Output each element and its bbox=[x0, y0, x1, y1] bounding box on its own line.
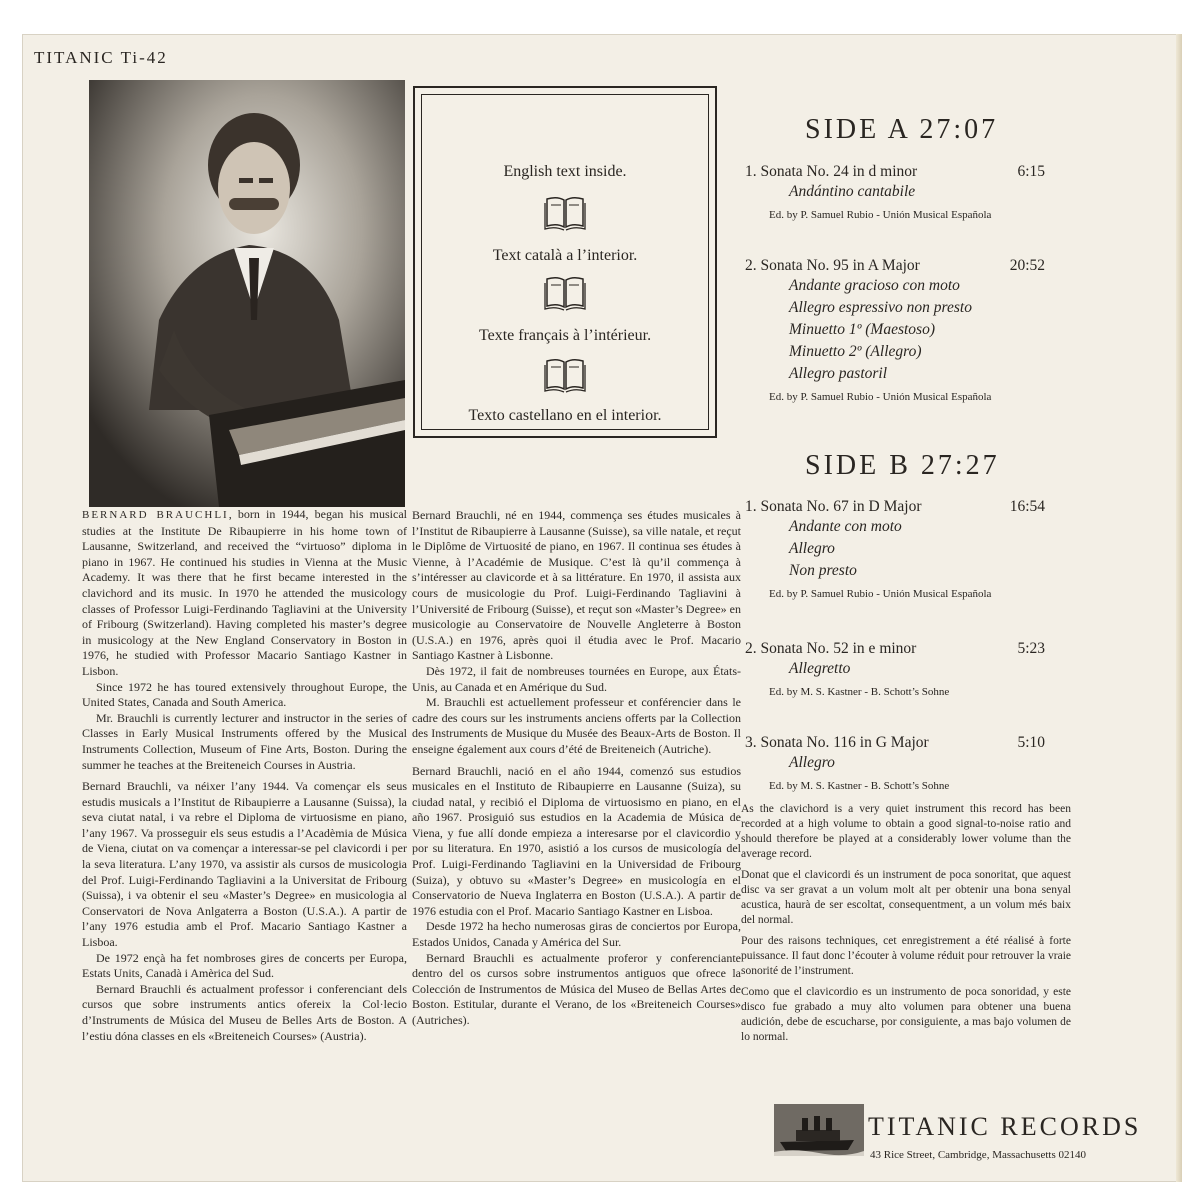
movement: Allegro espressivo non presto bbox=[789, 299, 972, 316]
track-b2-header bbox=[745, 640, 1045, 658]
track-number: 1. bbox=[745, 163, 757, 180]
bio-english-paragraph-3: Mr. Brauchli is currently lecturer and instructor in the series of Classes in Early Musical Instruments offered by the Musical Instruments Collection, Museum of Fine Arts, Boston. During the summer he teaches at the Breiteneich Courses in Austria. bbox=[82, 710, 407, 772]
bio-spanish-paragraph-2: Desde 1972 ha hecho numerosas giras de conciertos por Europa, Estados Unidos, Canada y América del Sur. bbox=[412, 919, 741, 950]
track-b3-header bbox=[745, 734, 1045, 752]
track-duration: 5:23 bbox=[1017, 640, 1045, 657]
movement: Andante con moto bbox=[789, 518, 902, 535]
side-a-heading: SIDE A 27:07 bbox=[805, 114, 999, 145]
track-duration: 6:15 bbox=[1017, 163, 1045, 180]
recording-notes bbox=[741, 802, 1071, 1051]
language-notice-box bbox=[413, 86, 717, 438]
bio-french-paragraph-2: Dès 1972, il fait de nombreuses tournées en Europe, aux États-Unis, au Canada et en Amérique du Sud. bbox=[412, 663, 741, 694]
language-english: English text inside. bbox=[503, 163, 627, 180]
side-b-heading: SIDE B 27:27 bbox=[805, 450, 1000, 481]
language-french: Texte français à l’intérieur. bbox=[478, 327, 652, 344]
track-title: Sonata No. 52 in e minor bbox=[760, 640, 917, 657]
track-title: Sonata No. 24 in d minor bbox=[760, 163, 918, 180]
open-book-icon bbox=[543, 357, 587, 393]
track-b3 bbox=[745, 734, 1045, 792]
biography-english-catalan bbox=[82, 507, 407, 1044]
recording-note-catalan: Donat que el clavicordi és un instrument de poca sonoritat, que aquest disc va ser gravat a un volum molt alt per obtenir una bona senyal acustica, haurà de ser escoltat, consequentment, a un volum més baix del normal. bbox=[741, 869, 1071, 926]
label-address: 43 Rice Street, Cambridge, Massachusetts 02140 bbox=[870, 1149, 1086, 1161]
bio-spanish bbox=[412, 764, 741, 1029]
movement: Andante gracioso con moto bbox=[789, 277, 960, 294]
bio-catalan-paragraph-1: Bernard Brauchli, va néixer l’any 1944. Va començar els seus estudis musicals a l’Institut de Ribaupierre a Lausanne (Suissa), la seva ciutat natal, i va rebre el Diploma de virtuosisme en piano, l’any 1967. Va prosseguir els seus estudis a l’Acadèmia de Música de Viena, ciutat on va començar a interessar-se pel clavicordi i per la seva literatura. L’any 1970, va assistir als cursos de musicologia del Prof. Luigi-Ferdinando Tagliavini a la Universitat de Fribourg (Suissa), i va obtenir el seu «Master’s Degree» en musicologia al Conservatori de Nova Anlgaterra a Boston (U.S.A.). A partir de l’any 1976 estudia amb el Prof. Macario Santiago Kastner a Lisboa. bbox=[82, 779, 407, 950]
bio-french-paragraph-1: Bernard Brauchli, né en 1944, commença ses études musicales à l’Institut de Ribaupierre à Lausanne (Suisse), sa ville natale, et reçut le Diplôme de Virtuosité de piano, en 1967. Il continua ses études à Vienne, à l’Académie de Musique. C’est là qu’il commença à s’intéresser au clavicorde et à sa littérature. En 1970, il assista aux cours de musicologie du Prof. Luigi-Ferdinando Tagliavini à l’Université de Fribourg (Suisse), et reçut son «Master’s Degree» en musicologie au Conservatoire de Nouvelle Angleterre à Boston (U.S.A.) en 1976, après quoi il étudia avec le Prof. Macario Santiago Kastner à Lisbonne. bbox=[412, 508, 741, 663]
track-b1 bbox=[745, 498, 1045, 600]
performer-photo bbox=[89, 80, 405, 507]
track-editor: Ed. by P. Samuel Rubio - Unión Musical Española bbox=[769, 588, 992, 600]
track-duration: 16:54 bbox=[1009, 498, 1045, 515]
track-title: Sonata No. 116 in G Major bbox=[760, 734, 929, 751]
track-a2 bbox=[745, 257, 1045, 403]
movement: Non presto bbox=[789, 562, 857, 579]
track-editor: Ed. by M. S. Kastner - B. Schott’s Sohne bbox=[769, 780, 950, 792]
catalog-number: TITANIC Ti-42 bbox=[34, 48, 168, 67]
biography-french-spanish bbox=[412, 508, 741, 1029]
track-duration: 20:52 bbox=[1009, 257, 1045, 274]
performer-photo-graphic bbox=[89, 80, 405, 507]
open-book-icon bbox=[543, 275, 587, 311]
track-title: Sonata No. 67 in D Major bbox=[760, 498, 922, 515]
track-b2 bbox=[745, 640, 1045, 698]
performer-name: BERNARD BRAUCHLI bbox=[82, 509, 229, 521]
track-b1-header bbox=[745, 498, 1045, 516]
track-number: 1. bbox=[745, 498, 757, 515]
movement: Minuetto 1º (Maestoso) bbox=[789, 321, 936, 338]
language-catalan: Text català a l’interior. bbox=[492, 247, 638, 264]
recording-note-english: As the clavichord is a very quiet instrument this record has been recorded at a high volume to obtain a good signal-to-noise ratio and should therefore be played at a considerably lower volume than the average record. bbox=[741, 803, 1071, 860]
track-a1-header bbox=[745, 163, 1045, 181]
recording-note-spanish: Como que el clavicordio es un instrumento de poca sonoridad, y este disco fue grabado a muy alto volumen para obtener una buena audición, debe de escucharse, por consiguiente, a mas bajo volumen de lo normal. bbox=[741, 986, 1071, 1043]
bio-spanish-paragraph-1: Bernard Brauchli, nació en el año 1944, comenzó sus estudios musicales en el Instituto de Ribaupierre en Lausanne (Suiza), su ciudad natal, y recibió el Diploma de virtuosismo en piano, en el año 1967. Prosiguió sus estudios en la Academia de Música de Viena, y fue allí donde empieza a interesarse por el clavicordio y por su literatura. En 1970, asistió a los cursos de musicología del Prof. Luigi-Ferdinando Tagliavini en la Universidad de Fribourg (Suiza), y obtuvo su «Master’s Degree» en musicología en el Conservatorio de Nueva Inglaterra en Boston (U.S.A.). A partir de 1976 estudia con el Prof. Macario Santiago Kastner en Lisboa. bbox=[412, 763, 741, 918]
movement: Allegro bbox=[789, 540, 835, 557]
track-number: 2. bbox=[745, 257, 757, 274]
bio-catalan-paragraph-3: Bernard Brauchli és actualment professor i conferenciant dels cursos que sobre instruments antics ofereix la Col·lecio d’Instruments de Música del Museu de Belles Arts de Boston. A l’estiu dóna classes en els «Breiteneich Courses» (Austria). bbox=[82, 981, 407, 1043]
track-editor: Ed. by M. S. Kastner - B. Schott’s Sohne bbox=[769, 686, 950, 698]
bio-english-paragraph-2: Since 1972 he has toured extensively throughout Europe, the United States, Canada and South America. bbox=[82, 679, 407, 710]
label-name: TITANIC RECORDS bbox=[868, 1112, 1142, 1141]
language-box-inner-border bbox=[421, 94, 709, 430]
track-editor: Ed. by P. Samuel Rubio - Unión Musical Española bbox=[769, 391, 992, 403]
movement: Allegro pastoril bbox=[789, 365, 888, 382]
track-editor: Ed. by P. Samuel Rubio - Unión Musical Española bbox=[769, 209, 992, 221]
track-duration: 5:10 bbox=[1017, 734, 1045, 751]
track-a2-header bbox=[745, 257, 1045, 275]
track-number: 2. bbox=[745, 640, 757, 657]
track-number: 3. bbox=[745, 734, 757, 751]
track-a1 bbox=[745, 163, 1045, 221]
track-title: Sonata No. 95 in A Major bbox=[760, 257, 920, 274]
movement: Andántino cantabile bbox=[789, 183, 916, 200]
bio-catalan bbox=[82, 779, 407, 1044]
recording-note-french: Pour des raisons techniques, cet enregistrement a été réalisé à forte puissance. Il faut donc l’écouter à volume réduit pour retrouver la vraie sonorité de l’instrument. bbox=[741, 935, 1071, 977]
bio-french-paragraph-3: M. Brauchli est actuellement professeur et conférencier dans le cadre des cours sur les instruments anciens offerts par la Collection des Instruments de Musique du Musée des Beaux-Arts de Boston. Il enseigne également aux cours d’été de Breiteneich (Autriche). bbox=[412, 695, 741, 756]
language-spanish: Texto castellano en el interior. bbox=[468, 407, 662, 424]
sleeve-edge bbox=[1176, 34, 1182, 1182]
bio-english-paragraph-1 bbox=[82, 507, 407, 680]
movement: Minuetto 2º (Allegro) bbox=[789, 343, 922, 360]
movement: Allegretto bbox=[789, 660, 851, 677]
bio-spanish-paragraph-3: Bernard Brauchli es actualmente proferor y conferenciante dentro del os cursos sobre instrumentos antiguos que ofrece la Colección de Instrumentos de Música del Museo de Bellas Artes de Boston. Estitular, durante el Verano, de los «Breiteneich Courses» (Autriches). bbox=[412, 950, 741, 1027]
bio-catalan-paragraph-2: De 1972 ençà ha fet nombroses gires de concerts per Europa, Estats Units, Canadà i Amèrica del Sud. bbox=[82, 950, 407, 981]
open-book-icon bbox=[543, 195, 587, 231]
bio-english-text-1: , born in 1944, began his musical studies at the Institute De Ribaupierre in his home town of Lausanne, Switzerland, and received the “virtuoso” diploma in piano in 1967. He continued his studies in Vienna at the Music Academy. It was there that he first became interested in the clavichord and its music. In 1970 he attended the musicology classes of Professor Luigi-Ferdinando Tagliavini at the University of Fribourg (Switzerland). Having completed his master’s degree in musicology at the New England Conservatory in Boston in 1976, he studied with Professor Macario Santiago Kastner in Lisbon. bbox=[82, 507, 407, 678]
movement: Allegro bbox=[789, 754, 835, 771]
ship-logo-icon bbox=[774, 1104, 864, 1156]
